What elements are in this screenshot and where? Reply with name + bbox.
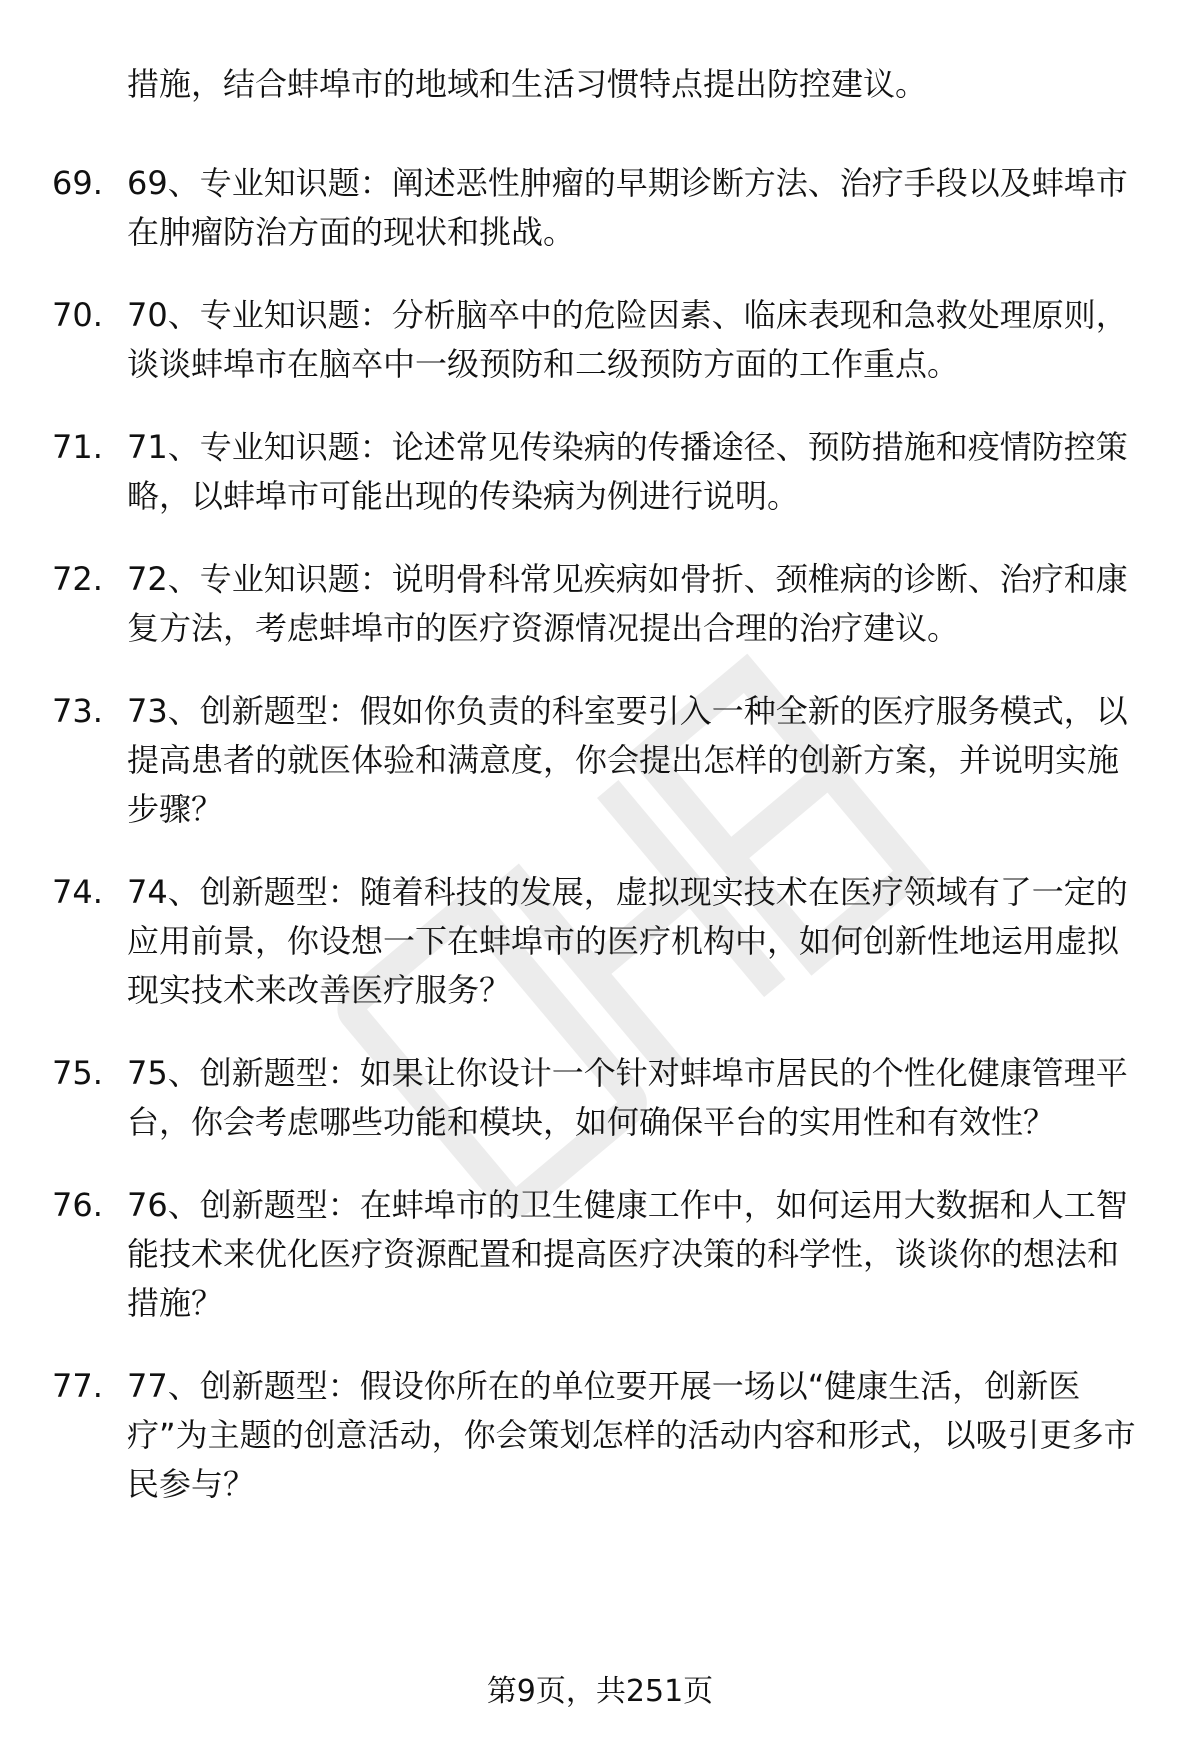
list-item	[0, 868, 1147, 1015]
list-item-text: 72、专业知识题：说明骨科常见疾病如骨折、颈椎病的诊断、治疗和康复方法，考虑蚌埠市的医疗资源情况提出合理的治疗建议。	[127, 560, 1128, 647]
list-item-number: 75.	[52, 1054, 103, 1092]
list-item	[0, 687, 1147, 834]
list-item-number: 70.	[52, 296, 103, 334]
continuation-paragraph: 措施，结合蚌埠市的地域和生活习惯特点提出防控建议。	[127, 65, 928, 103]
list-item	[0, 159, 1147, 257]
list-item	[0, 1362, 1147, 1509]
list-item-text: 70、专业知识题：分析脑卒中的危险因素、临床表现和急救处理原则，谈谈蚌埠市在脑卒中一级预防和二级预防方面的工作重点。	[127, 296, 1128, 383]
list-item	[0, 1181, 1147, 1328]
list-item-text: 69、专业知识题：阐述恶性肿瘤的早期诊断方法、治疗手段以及蚌埠市在肿瘤防治方面的现状和挑战。	[127, 164, 1128, 251]
list-item	[0, 555, 1147, 653]
list-item-number: 72.	[52, 560, 103, 598]
list-item	[0, 291, 1147, 389]
list-item-number: 69.	[52, 164, 103, 202]
list-item-text: 76、创新题型：在蚌埠市的卫生健康工作中，如何运用大数据和人工智能技术来优化医疗资源配置和提高医疗决策的科学性，谈谈你的想法和措施？	[127, 1186, 1128, 1322]
list-item-text: 77、创新题型：假设你所在的单位要开展一场以“健康生活，创新医疗”为主题的创意活动，你会策划怎样的活动内容和形式，以吸引更多市民参与？	[127, 1367, 1136, 1503]
document-body	[0, 60, 1200, 1543]
list-item-text: 74、创新题型：随着科技的发展，虚拟现实技术在医疗领域有了一定的应用前景，你设想一下在蚌埠市的医疗机构中，如何创新性地运用虚拟现实技术来改善医疗服务？	[127, 873, 1128, 1009]
list-item-number: 76.	[52, 1186, 103, 1224]
page-number-label: 第9页，共251页	[486, 1674, 714, 1709]
page-footer	[0, 1672, 1200, 1712]
list-item-number: 74.	[52, 873, 103, 911]
list-item-text: 73、创新题型：假如你负责的科室要引入一种全新的医疗服务模式，以提高患者的就医体验和满意度，你会提出怎样的创新方案，并说明实施步骤？	[127, 692, 1128, 828]
list-item-text: 71、专业知识题：论述常见传染病的传播途径、预防措施和疫情防控策略，以蚌埠市可能出现的传染病为例进行说明。	[127, 428, 1128, 515]
list-item-number: 73.	[52, 692, 103, 730]
list-item	[0, 423, 1147, 521]
question-list	[0, 159, 1200, 1509]
list-item-number: 71.	[52, 428, 103, 466]
list-item-text: 75、创新题型：如果让你设计一个针对蚌埠市居民的个性化健康管理平台，你会考虑哪些功能和模块，如何确保平台的实用性和有效性？	[127, 1054, 1128, 1141]
list-item-number: 77.	[52, 1367, 103, 1405]
list-item	[0, 1049, 1147, 1147]
